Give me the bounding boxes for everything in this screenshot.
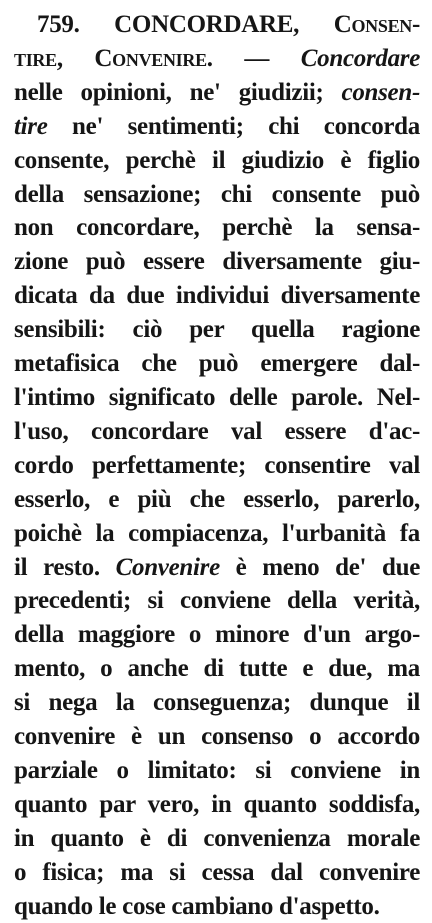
text-line: [14, 42, 420, 76]
text-line: non concordare, perchè la sensa-: [14, 214, 420, 242]
text-line: nelle opinioni, ne' giudizii; consen-: [14, 78, 420, 106]
text-line: si nega la conseguenza; dunque il: [14, 689, 420, 717]
entry-number-and-headword: 759. CONCORDARE,: [37, 11, 334, 38]
text-line: della sensazione; chi consente può: [14, 180, 420, 208]
text-line: l'uso, concordare val essere d'ac-: [14, 417, 420, 445]
italic-term: consen-: [341, 78, 420, 106]
italic-term: Concordare: [300, 44, 420, 72]
text-line: in quanto è di convenienza morale: [14, 824, 420, 852]
italic-term: tire: [14, 112, 48, 140]
text-line: convenire è un consenso o accordo: [14, 723, 420, 751]
text-line: cordo perfettamente; consentire val: [14, 451, 420, 479]
text-line: poichè la compiacenza, l'urbanità fa: [14, 519, 420, 547]
text-line: [14, 8, 420, 42]
synonym-entry-759: [14, 8, 420, 923]
em-dash: —: [212, 44, 301, 72]
text-line: metafisica che può emergere dal-: [14, 350, 420, 378]
text-line: mento, o anche di tutte e due, ma: [14, 655, 420, 683]
text-line: parziale o limitato: si conviene in: [14, 756, 420, 784]
text-line: quando le cose cambiano d'aspetto.: [14, 892, 380, 920]
text-line: il resto. Convenire è meno de' due: [14, 553, 420, 581]
text-line: sensibili: ciò per quella ragione: [14, 316, 420, 344]
synonym-headwords: tire, Convenire.: [14, 44, 213, 72]
synonym-headwords: Consen-: [333, 11, 420, 38]
text-line: precedenti; si conviene della verità,: [14, 587, 420, 615]
text-line: tire ne' sentimenti; chi concorda: [14, 112, 420, 140]
text-line: dicata da due individui diversamente: [14, 282, 420, 310]
italic-term: Convenire: [115, 553, 220, 581]
text-line: della maggiore o minore d'un argo-: [14, 621, 420, 649]
text-line: consente, perchè il giudizio è figlio: [14, 146, 420, 174]
text-line: quanto par vero, in quanto soddisfa,: [14, 790, 420, 818]
text-line: l'intimo significato delle parole. Nel-: [14, 383, 420, 411]
text-line: zione può essere diversamente giu-: [14, 248, 420, 276]
text-line: esserlo, e più che esserlo, parerlo,: [14, 485, 420, 513]
text-line: o fisica; ma si cessa dal convenire: [14, 858, 420, 886]
